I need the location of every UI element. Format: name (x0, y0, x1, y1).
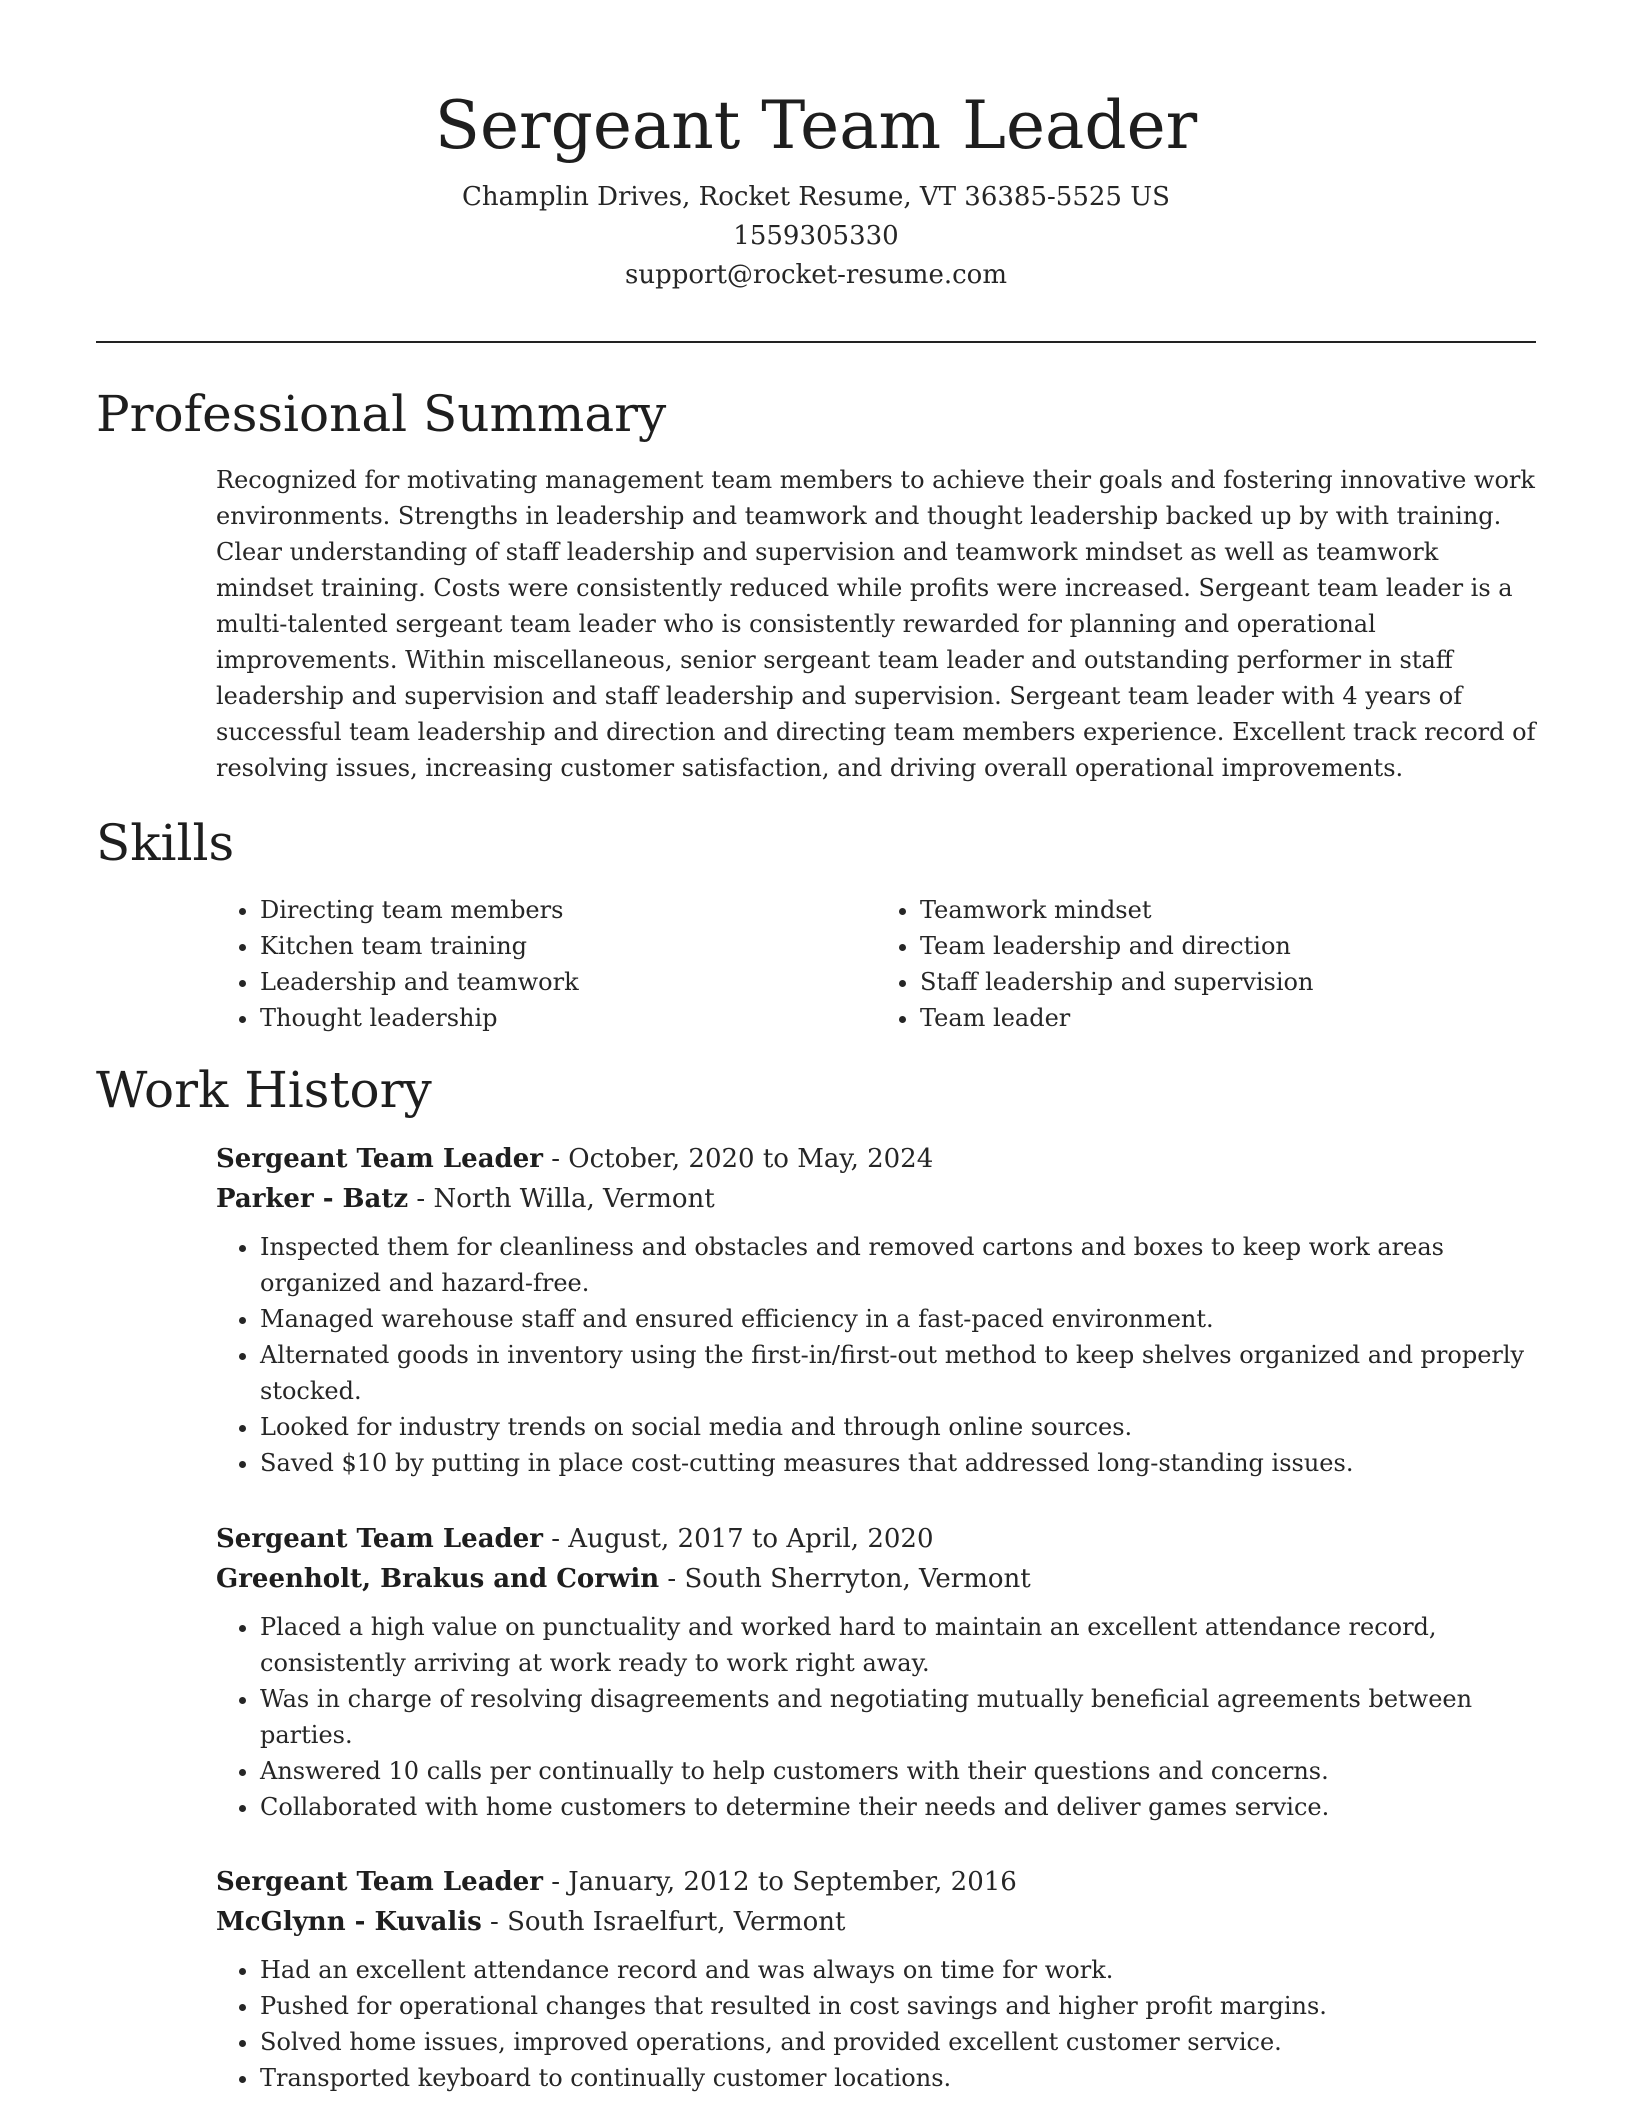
job-bullet: • Solved home issues, improved operations, and provided excellent customer service. (260, 2024, 1536, 2060)
job-entry (216, 1139, 1536, 1481)
job-separator: - (490, 1907, 508, 1937)
contact-info (0, 178, 1632, 295)
job-bullets (216, 1229, 1536, 1481)
job-dates: August, 2017 to April, 2020 (568, 1524, 934, 1554)
skill-item: • Directing team members (260, 892, 876, 928)
skill-item: • Leadership and teamwork (260, 964, 876, 1000)
skills-heading: Skills (96, 814, 235, 872)
job-company-line (216, 1179, 1536, 1219)
job-entry (216, 1519, 1536, 1825)
job-bullets (216, 1609, 1536, 1825)
work-history-heading: Work History (96, 1061, 432, 1119)
contact-phone: 1559305330 (733, 221, 899, 251)
job-title: Sergeant Team Leader (216, 1144, 543, 1174)
contact-address: Champlin Drives, Rocket Resume, VT 36385-5525 US (462, 182, 1170, 212)
candidate-name: Sergeant Team Leader (434, 87, 1198, 164)
job-entry (216, 1862, 1536, 2096)
job-title-line (216, 1519, 1536, 1559)
job-company: McGlynn - Kuvalis (216, 1907, 482, 1937)
skill-item: • Teamwork mindset (920, 892, 1536, 928)
skill-item: • Staff leadership and supervision (920, 964, 1536, 1000)
job-bullet: • Saved $10 by putting in place cost-cutting measures that addressed long-standing issues. (260, 1445, 1536, 1481)
job-title-line (216, 1139, 1536, 1179)
job-company: Parker - Batz (216, 1184, 409, 1214)
job-title: Sergeant Team Leader (216, 1867, 543, 1897)
skill-item: • Thought leadership (260, 1000, 876, 1036)
job-bullet: • Answered 10 calls per continually to help customers with their questions and concerns. (260, 1753, 1536, 1789)
job-bullet: • Collaborated with home customers to determine their needs and deliver games service. (260, 1789, 1536, 1825)
job-location: North Willa, Vermont (433, 1184, 715, 1214)
contact-email: support@rocket-resume.com (624, 260, 1007, 290)
job-bullet: • Managed warehouse staff and ensured efficiency in a fast-paced environment. (260, 1301, 1536, 1337)
job-company-line (216, 1902, 1536, 1942)
summary-text: Recognized for motivating management team members to achieve their goals and fostering innovative work environments. Strengths in leadership and teamwork and thought leadership backed up by with training. Clear understanding of staff leadership and supervision and teamwork mindset as well as teamwork mindset training. Costs were consistently reduced while profits were increased. Sergeant team leader is a multi-talented sergeant team leader who is consistently rewarded for planning and operational improvements. Within miscellaneous, senior sergeant team leader and outstanding performer in staff leadership and supervision and staff leadership and supervision. Sergeant team leader with 4 years of successful team leadership and direction and directing team members experience. Excellent track record of resolving issues, increasing customer satisfaction, and driving overall operational improvements. (216, 466, 1536, 782)
skill-item: • Team leadership and direction (920, 928, 1536, 964)
job-bullets (216, 1952, 1536, 2096)
job-bullet: • Inspected them for cleanliness and obstacles and removed cartons and boxes to keep work areas organized and hazard-free. (260, 1229, 1536, 1301)
skill-item: • Team leader (920, 1000, 1536, 1036)
job-title: Sergeant Team Leader (216, 1524, 543, 1554)
job-bullet: • Had an excellent attendance record and was always on time for work. (260, 1952, 1536, 1988)
job-separator: - (416, 1184, 434, 1214)
resume-header (0, 0, 1632, 295)
job-company-line (216, 1559, 1536, 1599)
job-company: Greenholt, Brakus and Corwin (216, 1564, 660, 1594)
job-dates: October, 2020 to May, 2024 (568, 1144, 934, 1174)
summary-heading: Professional Summary (96, 385, 667, 443)
skills-column-right (876, 892, 1536, 1036)
job-separator: - (551, 1867, 569, 1897)
header-divider (96, 341, 1536, 343)
job-separator: - (551, 1524, 569, 1554)
job-bullet: • Was in charge of resolving disagreements and negotiating mutually beneficial agreements between parties. (260, 1681, 1536, 1753)
job-separator: - (667, 1564, 685, 1594)
job-bullet: • Pushed for operational changes that resulted in cost savings and higher profit margins. (260, 1988, 1536, 2024)
job-bullet: • Placed a high value on punctuality and worked hard to maintain an excellent attendance record, consistently arriving at work ready to work right away. (260, 1609, 1536, 1681)
job-bullet: • Alternated goods in inventory using the first-in/first-out method to keep shelves organized and properly stocked. (260, 1337, 1536, 1409)
job-bullet: • Looked for industry trends on social media and through online sources. (260, 1409, 1536, 1445)
job-title-line (216, 1862, 1536, 1902)
job-location: South Israelfurt, Vermont (507, 1907, 846, 1937)
job-dates: January, 2012 to September, 2016 (568, 1867, 1017, 1897)
job-location: South Sherryton, Vermont (684, 1564, 1031, 1594)
job-separator: - (551, 1144, 569, 1174)
skills-list (216, 892, 1536, 1036)
job-bullet: • Transported keyboard to continually customer locations. (260, 2060, 1536, 2096)
skill-item: • Kitchen team training (260, 928, 876, 964)
skills-column-left (216, 892, 876, 1036)
